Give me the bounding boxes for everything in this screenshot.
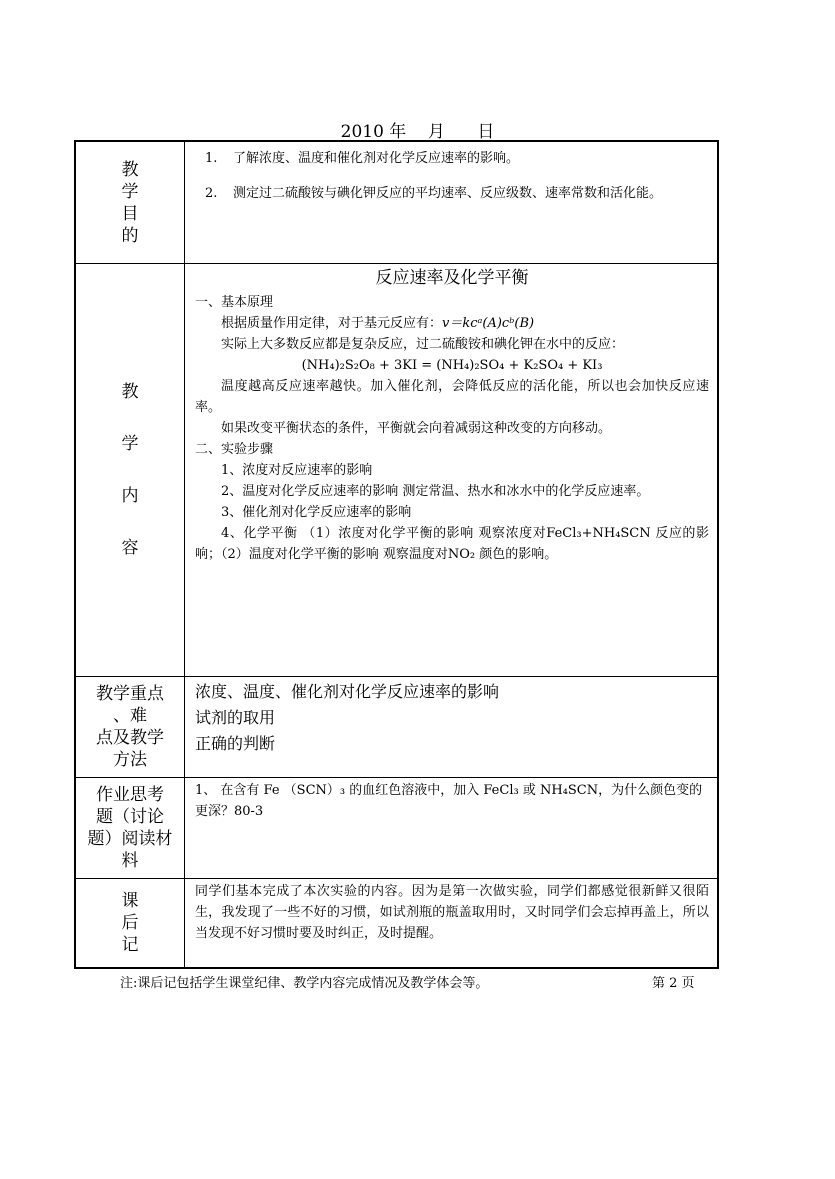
homework-content [185,778,719,879]
label-char: 目 [121,203,139,224]
objective-text: 了解浓度、温度和催化剂对化学反应速率的影响。 [233,151,520,166]
reaction-equation: (NH₄)₂S₂O₈ + 3KI = (NH₄)₂SO₄ + K₂SO₄ + KI₃ [301,358,603,373]
label-char: 学 [121,181,139,202]
label-char: 内 [121,486,139,506]
label-char: 的 [121,225,139,246]
paragraph-text: 根据质量作用定律，对于基元反应有： [221,316,443,331]
label-line: 料 [121,851,139,871]
step-item: 2、温度对化学反应速率的影响 测定常温、热水和冰水中的化学反应速率。 [221,484,650,499]
label-line: 题（讨论 [96,807,164,827]
paragraph: 实际上大多数反应都是复杂反应，过二硫酸铵和碘化钾在水中的反应： [221,337,625,352]
label-char: 教 [121,159,139,180]
step-item: 4、化学平衡 （1）浓度对化学平衡的影响 观察浓度对FeCl₃+NH₄SCN 反应的影响；（2）温度对化学平衡的影响 观察温度对NO₂ 颜色的影响。 [195,526,709,562]
content-title: 反应速率及化学平衡 [375,268,529,288]
label-objectives [75,141,185,264]
label-keypoints [75,677,185,778]
label-homework [75,778,185,879]
objective-text: 测定过二硫酸铵与碘化钾反应的平均速率、反应级数、速率常数和活化能。 [233,186,663,201]
keypoint-line: 试剂的取用 [195,708,276,727]
label-char: 学 [121,434,139,454]
keypoints-content [185,677,719,778]
objective-item [205,148,707,169]
afterclass-text: 同学们基本完成了本次实验的内容。因为是第一次做实验，同学们都感觉很新鲜又很陌生，我发现了一些不好的习惯，如试剂瓶的瓶盖取用时，又时同学们会忘掉再盖上，所以当发现不好习惯时要及时纠正，及时提醒。 [195,884,709,941]
objective-num: 2. [205,186,218,201]
paragraph [195,313,709,334]
label-char: 记 [121,935,139,955]
step-item: 1、浓度对反应速率的影响 [221,463,373,478]
label-line: 、难 [113,706,147,726]
row-homework [75,778,718,879]
homework-text: 1、 在含有 Fe （SCN）₃ 的血红色溶液中，加入 FeCl₃ 或 NH₄SCN，为什么颜色变的更深？80-3 [195,783,703,819]
date-line: 2010 年 月 日 [340,122,495,142]
objectives-content [185,141,719,264]
label-afterclass [75,879,185,969]
keypoint-line: 正确的判断 [195,734,276,753]
step-item: 3、催化剂对化学反应速率的影响 [221,505,412,520]
section-heading: 一、基本原理 [195,295,274,310]
teaching-content [185,264,719,677]
row-objectives [75,141,718,264]
rate-formula: v＝kcᵃ(A)cᵇ(B) [442,316,535,331]
section-heading: 二、实验步骤 [195,442,274,457]
label-char: 容 [121,538,139,558]
label-line: 题）阅读材 [87,829,173,849]
row-afterclass [75,879,718,969]
afterclass-content [185,879,719,969]
keypoint-line: 浓度、温度、催化剂对化学反应速率的影响 [195,682,500,701]
label-line: 点及教学 [96,728,164,748]
lesson-plan-table [74,140,719,969]
label-line: 教学重点 [96,684,164,704]
label-line: 方法 [113,750,147,770]
objective-item [205,183,707,204]
row-content [75,264,718,677]
paragraph: 温度越高反应速率越快。加入催化剂，会降低反应的活化能，所以也会加快反应速率。 [195,379,709,415]
footer-note: 注:课后记包括学生课堂纪律、教学内容完成情况及教学体会等。 [120,976,489,991]
row-keypoints [75,677,718,778]
page-number: 第 2 页 [652,976,695,991]
label-char: 教 [121,382,139,402]
label-content [75,264,185,677]
label-char: 课 [121,891,139,911]
paragraph: 如果改变平衡状态的条件，平衡就会向着减弱这种改变的方向移动。 [221,421,612,436]
objective-num: 1. [205,151,218,166]
label-char: 后 [121,913,139,933]
label-line: 作业思考 [96,785,164,805]
